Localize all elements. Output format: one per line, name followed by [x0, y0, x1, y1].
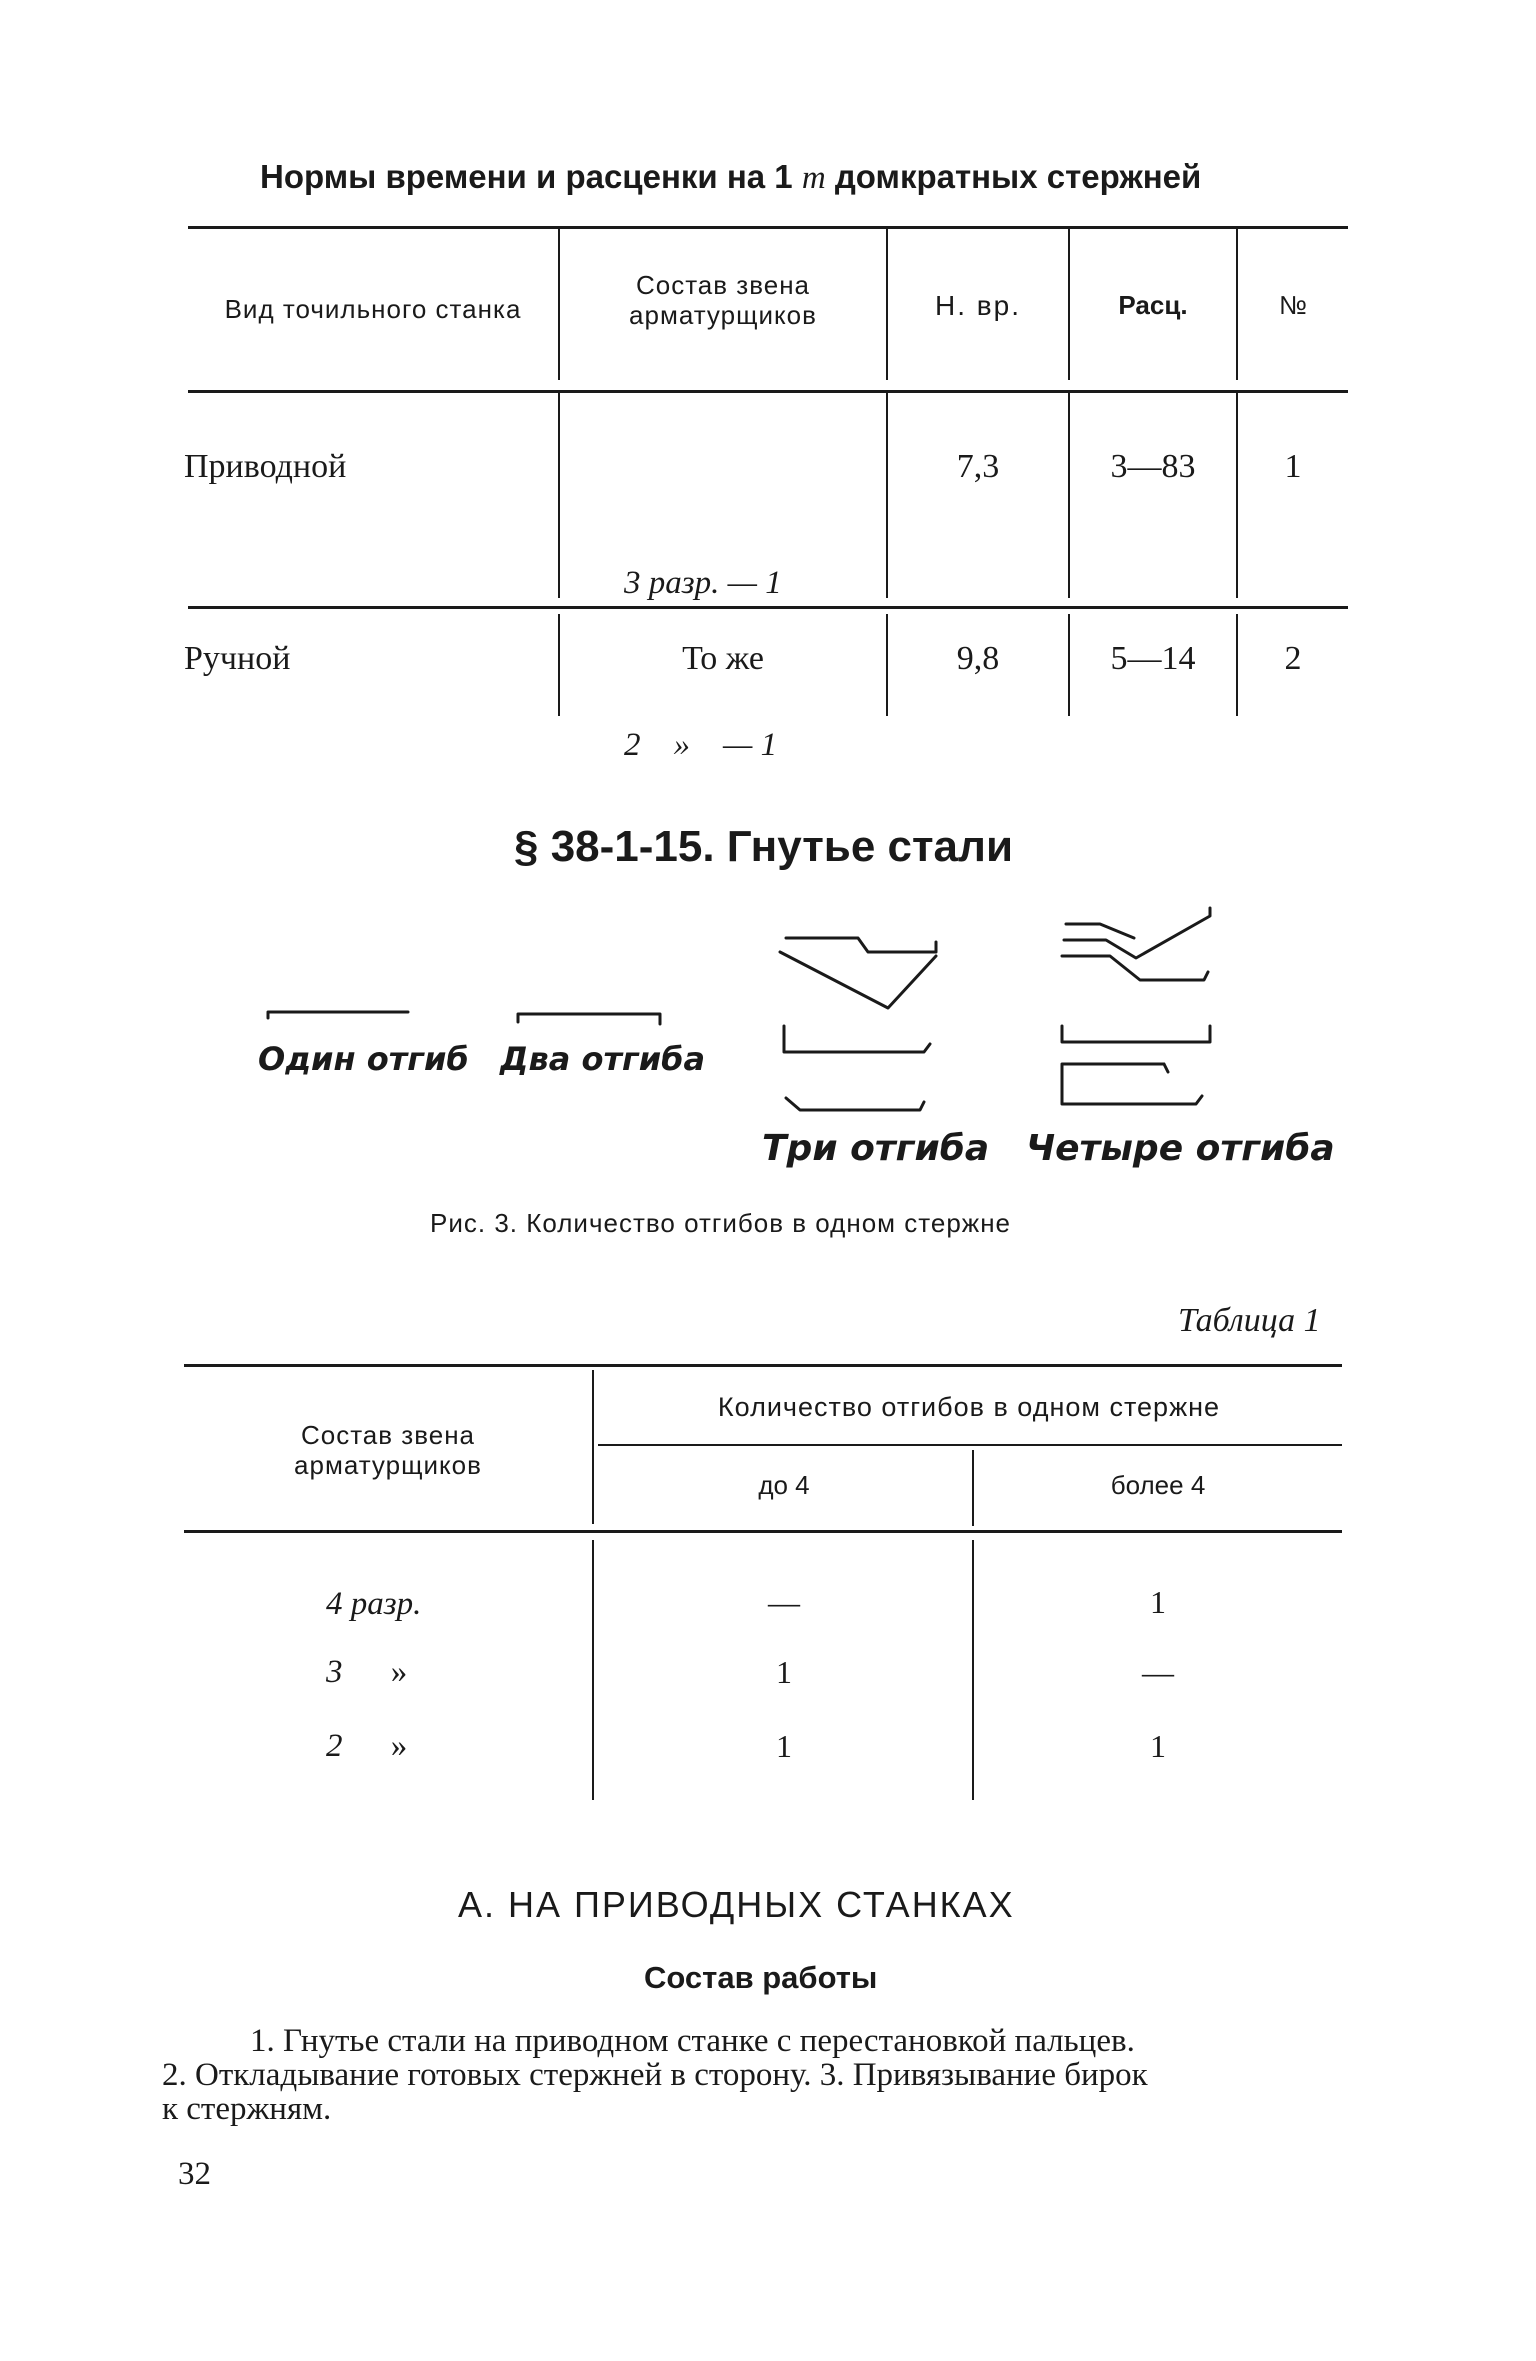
table1-header-rule	[184, 1530, 1342, 1533]
row1-rate: 3—83	[1110, 448, 1196, 485]
row1-machine: Приводной	[184, 448, 347, 485]
table1-header-crew	[186, 1420, 590, 1480]
three-bends-bar-c	[786, 1098, 924, 1110]
row1-crew-line1: 3 разр. — 1	[624, 565, 782, 601]
subsection-heading: А. НА ПРИВОДНЫХ СТАНКАХ	[458, 1884, 1015, 1925]
norms-vrule-4-row1	[1236, 393, 1238, 598]
bends-figure	[0, 880, 1536, 1240]
work-line-3: к стержням.	[162, 2091, 332, 2127]
table1-row1-up-to-4: —	[768, 1584, 800, 1620]
row1-crew-line2: 2 » — 1	[624, 727, 778, 763]
three-bends-bar-a	[780, 938, 936, 1008]
table1-row3-up-to-4: 1	[776, 1728, 792, 1764]
work-composition-title: Состав работы	[644, 1960, 878, 1995]
row2-machine: Ручной	[184, 640, 291, 677]
label-one-bend: Один отгиб	[258, 1040, 469, 1078]
table1-header-crew-line2: арматурщиков	[294, 1450, 482, 1480]
table1-row2-more-4: —	[1142, 1654, 1174, 1690]
norms-vrule-1-row1	[558, 393, 560, 598]
row2-time: 9,8	[956, 640, 1000, 677]
three-bends-bar-b	[784, 1026, 930, 1052]
norms-table-header-rule	[188, 390, 1348, 393]
figure-caption: Рис. 3. Количество отгибов в одном стержне	[430, 1208, 1012, 1238]
label-three-bends: Три отгиба	[762, 1128, 990, 1169]
row2-number: 2	[1284, 640, 1302, 677]
table1-row1-grade-word: разр.	[350, 1586, 422, 1622]
table1-row2-grade-num: 3	[326, 1654, 343, 1690]
caption-unit: т	[801, 160, 826, 196]
table1-header-more-4: более 4	[1110, 1470, 1206, 1500]
table1-header-group: Количество отгибов в одном стержне	[717, 1392, 1221, 1422]
table1-vrule-1-head	[592, 1370, 594, 1524]
row2-crew: То же	[682, 640, 764, 677]
norms-vrule-2-row1	[886, 393, 888, 598]
table1-group-rule	[598, 1444, 1342, 1446]
table1-row3-grade	[326, 1728, 407, 1765]
label-four-bends: Четыре отгиба	[1026, 1128, 1335, 1169]
table1-row1-grade	[326, 1586, 421, 1623]
row1-time: 7,3	[956, 448, 1000, 485]
work-composition-text	[162, 2024, 1352, 2126]
row1-crew	[624, 448, 782, 826]
caption-text-pre: Нормы времени и расценки на 1	[260, 158, 793, 195]
work-line-1: 1. Гнутье стали на приводном станке с перестановкой пальцев.	[250, 2023, 1135, 2059]
four-bends-bar-c	[1062, 1064, 1202, 1104]
table1-row1-grade-num: 4	[326, 1586, 343, 1622]
header-number: №	[1279, 290, 1307, 320]
row1-number: 1	[1284, 448, 1302, 485]
header-time-norm: Н. вр.	[934, 290, 1021, 321]
norms-vrule-3-row1	[1068, 393, 1070, 598]
table1-header-up-to-4: до 4	[758, 1470, 810, 1500]
header-crew	[560, 270, 886, 330]
table1-row2-grade	[326, 1654, 407, 1691]
table1-row3-grade-word: »	[390, 1728, 408, 1764]
four-bends-bar-a	[1062, 908, 1210, 980]
row2-rate: 5—14	[1110, 640, 1196, 677]
two-bends-bar	[518, 1014, 660, 1024]
header-rate: Расц.	[1118, 290, 1188, 320]
table1-vrule-1-body	[592, 1540, 594, 1800]
table1-row1-more-4: 1	[1150, 1584, 1166, 1620]
header-machine-type: Вид точильного станка	[224, 294, 522, 324]
table1-row2-up-to-4: 1	[776, 1654, 792, 1690]
one-bend-bar	[268, 1012, 408, 1018]
table1-row2-grade-word: »	[390, 1654, 408, 1690]
label-two-bends: Два отгиба	[500, 1040, 706, 1078]
section-heading: § 38-1-15. Гнутье стали	[514, 822, 1014, 871]
four-bends-bar-b	[1062, 1026, 1210, 1042]
table1-label: Таблица 1	[1178, 1302, 1321, 1339]
table1-row3-more-4: 1	[1150, 1728, 1166, 1764]
page-number: 32	[178, 2156, 211, 2192]
caption-text-post: домкратных стержней	[834, 158, 1202, 195]
norms-table-top-rule	[188, 226, 1348, 229]
table1-row3-grade-num: 2	[326, 1728, 343, 1764]
work-line-2: 2. Откладывание готовых стержней в сторону. 3. Привязывание бирок	[162, 2057, 1148, 2093]
table1-header-crew-line1: Состав звена	[300, 1420, 476, 1450]
table1-top-rule	[184, 1364, 1342, 1367]
header-crew-line2: арматурщиков	[629, 300, 817, 330]
header-crew-line1: Состав звена	[635, 270, 811, 300]
norms-table-caption	[260, 158, 1201, 197]
